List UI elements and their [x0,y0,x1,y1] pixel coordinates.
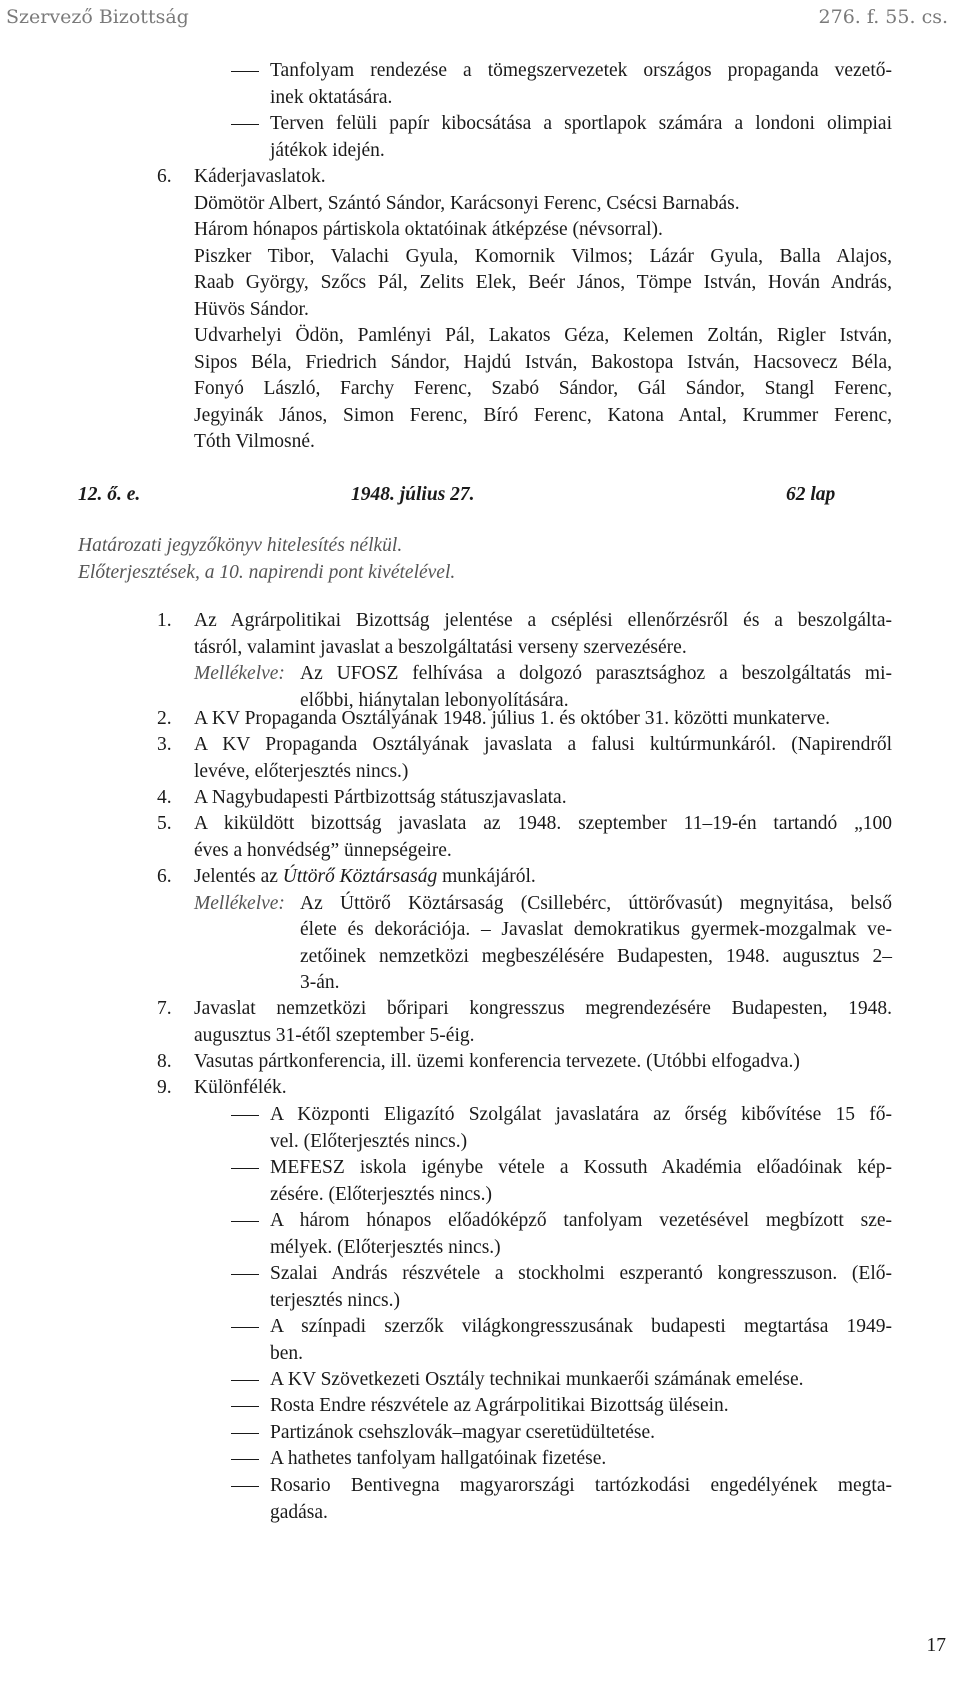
dash-marker [231,1459,259,1460]
text-line: Tanfolyam rendezése a tömegszervezetek országos propaganda vezető- [270,60,892,81]
dash-marker [231,1115,259,1116]
text-line: Az Agrárpolitikai Bizottság jelentése a cséplési ellenőrzésről és a beszolgálta- [194,610,892,631]
item-number: 6. [157,866,172,887]
text-line: A Központi Eligazító Szolgálat javaslatára az őrség kibővítése 15 fő- [270,1104,892,1125]
dash-marker [231,124,259,125]
text-line: Szalai András részvétele a stockholmi eszperantó kongresszuson. (Elő- [270,1263,892,1284]
text-line: vel. (Előterjesztés nincs.) [270,1130,468,1152]
text-line: Dömötör Albert, Szántó Sándor, Karácsonyi Ferenc, Csécsi Barnabás. [194,192,740,214]
text-line: éves a honvédség” ünnepségeire. [194,839,452,861]
attachment-label: Mellékelve: [194,892,285,914]
text-line: Fonyó László, Farchy Ferenc, Szabó Sándor, Gál Sándor, Stangl Ferenc, [194,378,892,399]
text-line: ben. [270,1342,304,1364]
dash-marker [231,1486,259,1487]
text-line: levéve, előterjesztés nincs.) [194,760,409,782]
text-line: Udvarhelyi Ödön, Pamlényi Pál, Lakatos Géza, Kelemen Zoltán, Rigler István, [194,325,892,346]
text-line: terjesztés nincs.) [270,1289,400,1311]
dash-marker [231,71,259,72]
text-line: Piszker Tibor, Valachi Gyula, Komornik Vilmos; Lázár Gyula, Balla Alajos, [194,245,892,267]
text-line: Javaslat nemzetközi bőripari kongresszus megrendezésére Budapesten, 1948. [194,998,892,1019]
text-line: A három hónapos előadóképző tanfolyam vezetésével megbízott sze- [270,1210,892,1231]
text-line: Raab György, Szőcs Pál, Zelits Elek, Beér János, Tömpe István, Hován András, [194,272,892,293]
text-line: játékok idején. [270,139,385,161]
attachment-line: Az Úttörő Köztársaság (Csillebérc, úttörővasút) megnyitása, belső [300,892,892,914]
dash-marker [231,1433,259,1434]
dash-marker [231,1274,259,1275]
running-header-title: Szervező Bizottság [6,6,189,28]
meeting-date: 1948. július 27. [351,484,475,505]
text-line: Tóth Vilmosné. [194,431,315,452]
text-line: zésére. (Előterjesztés nincs.) [270,1183,492,1205]
note-line: Előterjesztések, a 10. napirendi pont kivételével. [78,561,456,583]
text-line: Különfélék. [194,1077,287,1098]
text-line: Rosario Bentivegna magyarországi tartózkodási engedélyének megta- [270,1475,892,1496]
dash-marker [231,1168,259,1169]
dash-marker [231,1380,259,1381]
text-line: Jegyinák János, Simon Ferenc, Bíró Ferenc, Katona Antal, Krummer Ferenc, [194,404,892,426]
item-number: 8. [157,1051,172,1072]
dash-marker [231,1221,259,1222]
item-number: 5. [157,813,172,834]
attachment-line: zetőinek nemzetközi megbeszélésére Budapesten, 1948. augusztus 2– [300,945,892,967]
text-post: munkájáról. [442,866,536,887]
attachment-label: Mellékelve: [194,663,285,684]
text-line: A KV Szövetkezeti Osztály technikai munkaerői számának emelése. [270,1369,804,1390]
text-line: Sipos Béla, Friedrich Sándor, Hajdú István, Bakostopa István, Hacsovecz Béla, [194,351,892,373]
running-header-archive-ref: 276. f. 55. cs. [818,6,948,28]
page-number: 17 [926,1635,946,1656]
text-line: mélyek. (Előterjesztés nincs.) [270,1236,501,1258]
item-number: 6. [157,166,172,187]
text-line: A KV Propaganda Osztályának 1948. július 1. és október 31. közötti munkaterve. [194,708,830,729]
item-number: 7. [157,998,172,1019]
text-pre: Jelentés az [194,866,278,887]
item-number: 2. [157,708,172,729]
dash-marker [231,1406,259,1407]
attachment-line: előbbi, hiánytalan lebonyolítására. [300,689,569,711]
meeting-id: 12. ő. e. [78,484,141,505]
text-line: augusztus 31-étől szeptember 5-éig. [194,1024,475,1046]
text-line: gadása. [270,1501,328,1523]
item-number: 1. [157,610,172,631]
dash-marker [231,1327,259,1328]
emphasis-title: Úttörő Köztársaság [282,866,438,887]
text-line: Terven felüli papír kibocsátása a sportlapok számára a londoni olimpiai [270,113,892,134]
text-line: MEFESZ iskola igénybe vétele a Kossuth Akadémia előadóinak kép- [270,1157,892,1178]
attachment-line: Az UFOSZ felhívása a dolgozó parasztsághoz a beszolgáltatás mi- [300,663,892,684]
item-number: 4. [157,787,172,808]
item-number: 3. [157,734,172,755]
text-line: A KV Propaganda Osztályának javaslata a falusi kultúrmunkáról. (Napirendről [194,734,892,755]
item-number: 9. [157,1077,172,1098]
text-line: Partizánok csehszlovák–magyar cseretüdültetése. [270,1422,655,1443]
text-line: Három hónapos pártiskola oktatóinak átképzése (névsorral). [194,219,663,240]
text-line: Rosta Endre részvétele az Agrárpolitikai Bizottság ülésein. [270,1395,729,1416]
item-label: Káderjavaslatok. [194,166,326,187]
text-line: A hathetes tanfolyam hallgatóinak fizetése. [270,1448,607,1469]
note-line: Határozati jegyzőkönyv hitelesítés nélkül. [78,535,403,556]
text-line: Hüvös Sándor. [194,298,309,320]
text-line: Vasutas pártkonferencia, ill. üzemi konferencia tervezete. (Utóbbi elfogadva.) [194,1051,800,1072]
attachment-line: 3-án. [300,972,340,993]
text-line: tásról, valamint javaslat a beszolgáltatási verseny szervezésére. [194,636,687,658]
text-line: A színpadi szerzők világkongresszusának budapesti megtartása 1949- [270,1316,892,1337]
meeting-pages: 62 lap [786,484,836,505]
text-line: A Nagybudapesti Pártbizottság státuszjavaslata. [194,787,567,808]
text-line: inek oktatására. [270,86,393,108]
text-line [194,864,536,891]
attachment-line: élete és dekorációja. – Javaslat demokratikus gyermek-mozgalmak ve- [300,919,892,940]
text-line: A kiküldött bizottság javaslata az 1948. szeptember 11–19-én tartandó „100 [194,813,892,834]
